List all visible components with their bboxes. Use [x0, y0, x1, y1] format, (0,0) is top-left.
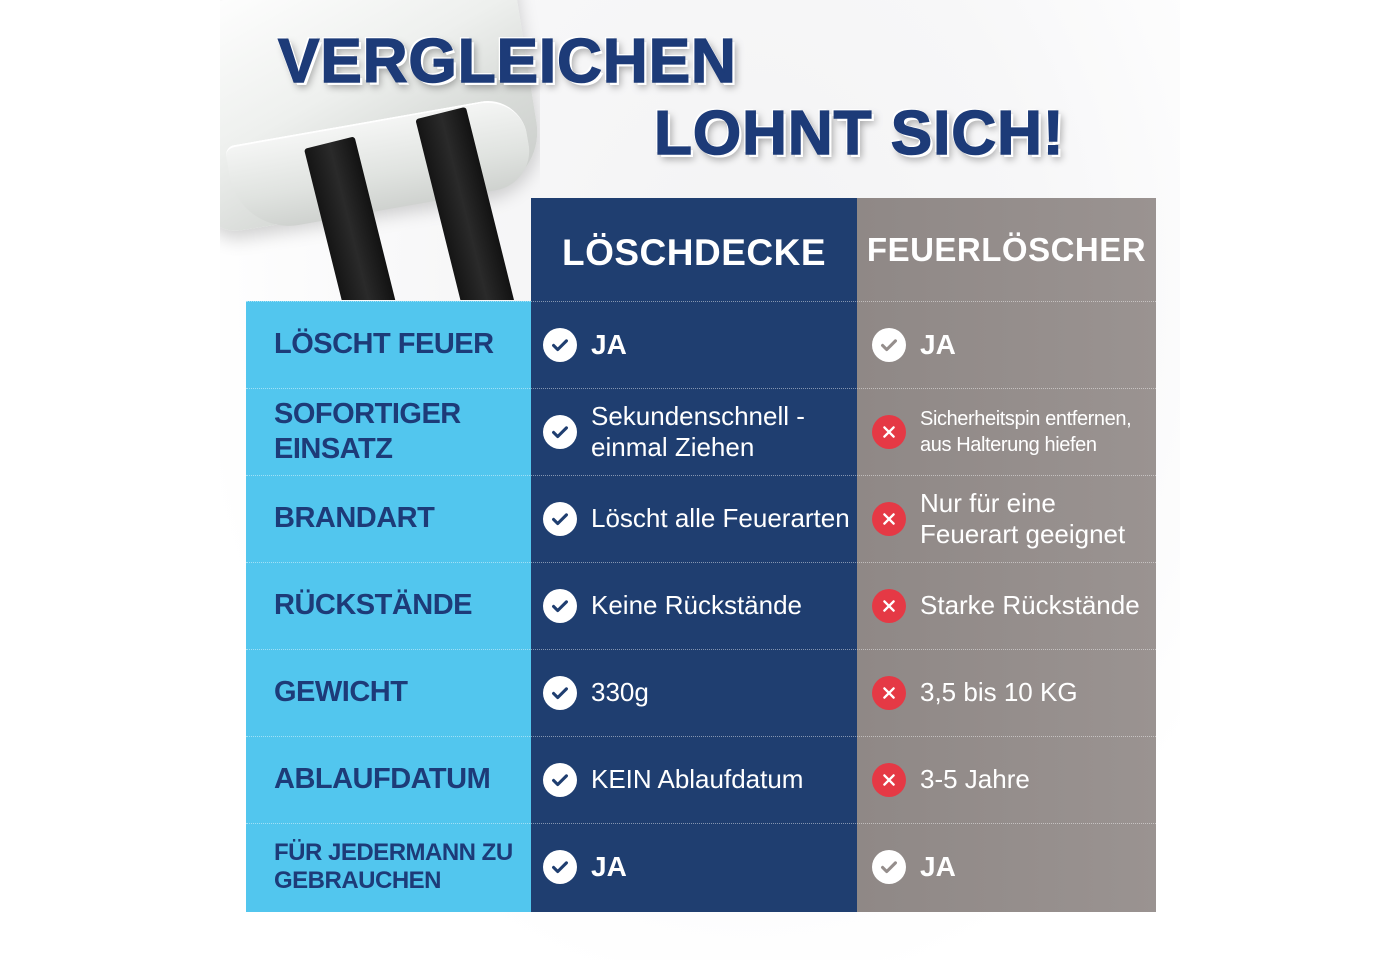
row-label: ABLAUFDATUM [274, 763, 491, 796]
cell-text: 3,5 bis 10 KG [920, 677, 1078, 708]
cell-text: JA [920, 850, 956, 882]
headline-line-1: VERGLEICHEN [278, 27, 737, 96]
cell-text: JA [591, 328, 627, 360]
cross-icon [872, 502, 906, 536]
cell-text: JA [591, 850, 627, 882]
cell-text: KEIN Ablaufdatum [591, 764, 804, 795]
extinguisher-cell [872, 475, 1156, 562]
cell-text: Sicherheitspin entfernen, aus Halterung hiefen [920, 407, 1132, 456]
check-icon [543, 850, 577, 884]
row-label: RÜCKSTÄNDE [274, 589, 472, 622]
blanket-cell [543, 736, 857, 823]
blanket-cell [543, 823, 857, 910]
headline-line-2: LOHNT SICH! [654, 99, 1065, 168]
check-icon [543, 502, 577, 536]
extinguisher-cell [872, 736, 1156, 823]
blanket-cell [543, 388, 857, 475]
table-row [246, 388, 1156, 475]
blanket-cell [543, 475, 857, 562]
row-label: SOFORTIGER EINSATZ [274, 397, 461, 465]
extinguisher-cell [872, 388, 1156, 475]
cell-text: 3-5 Jahre [920, 764, 1030, 795]
cell-text: 330g [591, 677, 649, 708]
column-header-extinguisher: FEUERLÖSCHER [866, 230, 1147, 268]
cell-text: Löscht alle Feuerarten [591, 503, 850, 534]
check-icon [543, 763, 577, 797]
comparison-table [246, 198, 1156, 912]
extinguisher-cell [872, 301, 1156, 388]
check-icon [543, 676, 577, 710]
cross-icon [872, 415, 906, 449]
check-icon [543, 589, 577, 623]
cross-icon [872, 763, 906, 797]
blanket-cell [543, 562, 857, 649]
blanket-cell [543, 649, 857, 736]
table-row [246, 649, 1156, 736]
cell-text: Sekundenschnell - einmal Ziehen [591, 400, 805, 462]
cell-text: Keine Rückstände [591, 590, 803, 621]
cell-text: JA [920, 328, 956, 360]
row-label: FÜR JEDERMANN ZU GEBRAUCHEN [274, 838, 513, 894]
blanket-cell [543, 301, 857, 388]
column-header-blanket: LÖSCHDECKE [561, 231, 827, 273]
check-icon [543, 328, 577, 362]
table-row [246, 301, 1156, 388]
row-label: LÖSCHT FEUER [274, 328, 494, 361]
check-icon [543, 415, 577, 449]
cross-icon [872, 589, 906, 623]
row-label: GEWICHT [274, 676, 408, 709]
table-row [246, 562, 1156, 649]
extinguisher-cell [872, 823, 1156, 910]
table-row [246, 736, 1156, 823]
table-row [246, 823, 1156, 910]
extinguisher-cell [872, 562, 1156, 649]
check-icon [872, 328, 906, 362]
cross-icon [872, 676, 906, 710]
cell-text: Starke Rückstände [920, 590, 1140, 621]
check-icon [872, 850, 906, 884]
cell-text: Nur für eine Feuerart geeignet [920, 487, 1126, 549]
extinguisher-cell [872, 649, 1156, 736]
table-row [246, 475, 1156, 562]
row-label: BRANDART [274, 502, 435, 535]
